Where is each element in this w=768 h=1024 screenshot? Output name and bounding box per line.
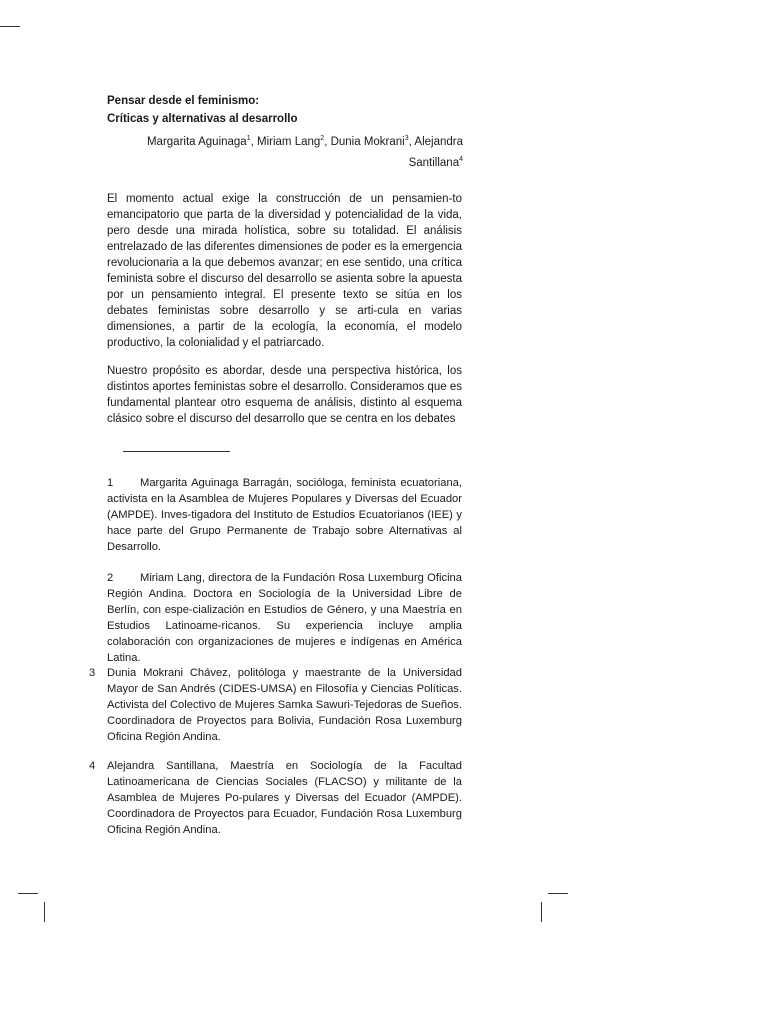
title-line-2: Críticas y alternativas al desarrollo (107, 113, 298, 125)
footnote-text: Margarita Aguinaga Barragán, socióloga, feminista ecuatoriana, activista en la Asamblea de Mujeres Populares y Diversas del Ecuador (AMPDE). Inves-tigadora del Instituto de Estudios Ecuatorianos (IEE) y hace parte del Grupo Permanente de Trabajo sobre Alternativas al Desarrollo. (107, 477, 462, 553)
body-paragraph-1: El momento actual exige la construcción de un pensamien-to emancipatorio que parta de la diversidad y potencialidad de la vida, pero desde una mirada holística, sobre su totalidad. El análisis entrelazado de las diferentes dimensiones de poder es la emergencia revolucionaria a la que debemos avanzar; en ese sentido, una crítica feminista sobre el discurso del desarrollo se asienta sobre la apuesta por un pensamiento integral. El presente texto se sitúa en los debates feministas sobre desarrollo y se arti-cula en varias dimensiones, a partir de la ecología, la economía, el modelo productivo, la colonialidad y el patriarcado. (107, 193, 462, 349)
body-paragraph-2: Nuestro propósito es abordar, desde una perspectiva histórica, los distintos aportes feministas sobre el desarrollo. Consideramos que es fundamental plantear otro esquema de análisis, distinto al esquema clásico sobre el discurso del desarrollo que se centra en los debates (107, 365, 462, 425)
crop-mark-bottom-left-v (44, 902, 45, 922)
footnote-separator (123, 451, 230, 452)
footnote-number: 1 (107, 477, 114, 489)
author-4: , Alejandra Santillana (408, 135, 463, 169)
footnote-ref-2: 2 (320, 135, 325, 142)
footnote-text: Alejandra Santillana, Maestría en Sociología de la Facultad Latinoamericana de Ciencias Sociales (FLACSO) y militante de la Asamblea de Mujeres Po-pulares y Diversas del Ecuador (AMPDE). Coordinadora de Proyectos para Ecuador, Fundación Rosa Luxemburg Oficina Región Andina. (107, 760, 462, 836)
title-line-1: Pensar desde el feminismo: (107, 95, 260, 107)
author-1: Margarita Aguinaga (146, 135, 247, 148)
footnote-number: 2 (107, 572, 114, 584)
crop-mark-bottom-left-h (18, 893, 38, 894)
author-list (107, 130, 463, 172)
footnote-number: 4 (89, 760, 96, 772)
footnote-2 (107, 570, 462, 666)
crop-mark-bottom-right-h (548, 893, 568, 894)
crop-mark-top-left (0, 26, 20, 27)
footnote-text: Miriam Lang, directora de la Fundación Rosa Luxemburg Oficina Región Andina. Doctora en Sociología de la Universidad Libre de Berlín, con espe-cialización en Estudios de Género, y una Maestría en Estudios Latinoame-ricanos. Su experiencia incluye amplia colaboración con organizaciones de mujeres e indígenas en América Latina. (107, 572, 462, 664)
footnote-4 (89, 758, 462, 838)
crop-mark-bottom-right-v (541, 902, 542, 922)
footnote-number: 3 (89, 667, 96, 679)
author-2: , Miriam Lang (250, 135, 321, 148)
author-3: , Dunia Mokrani (324, 135, 405, 148)
footnote-3 (89, 665, 462, 745)
footnote-text: Dunia Mokrani Chávez, politóloga y maestrante de la Universidad Mayor de San Andrés (CIDES-UMSA) en Filosofía y Ciencias Políticas. Activista del Colectivo de Mujeres Samka Sawuri-Tejedoras de Sueños. Coordinadora de Proyectos para Bolivia, Fundación Rosa Luxemburg Oficina Región Andina. (107, 667, 462, 743)
footnote-ref-3: 3 (404, 135, 409, 142)
footnote-1 (107, 475, 462, 555)
footnote-ref-1: 1 (246, 135, 251, 142)
chapter-title (107, 92, 297, 128)
footnote-ref-4: 4 (459, 155, 463, 163)
